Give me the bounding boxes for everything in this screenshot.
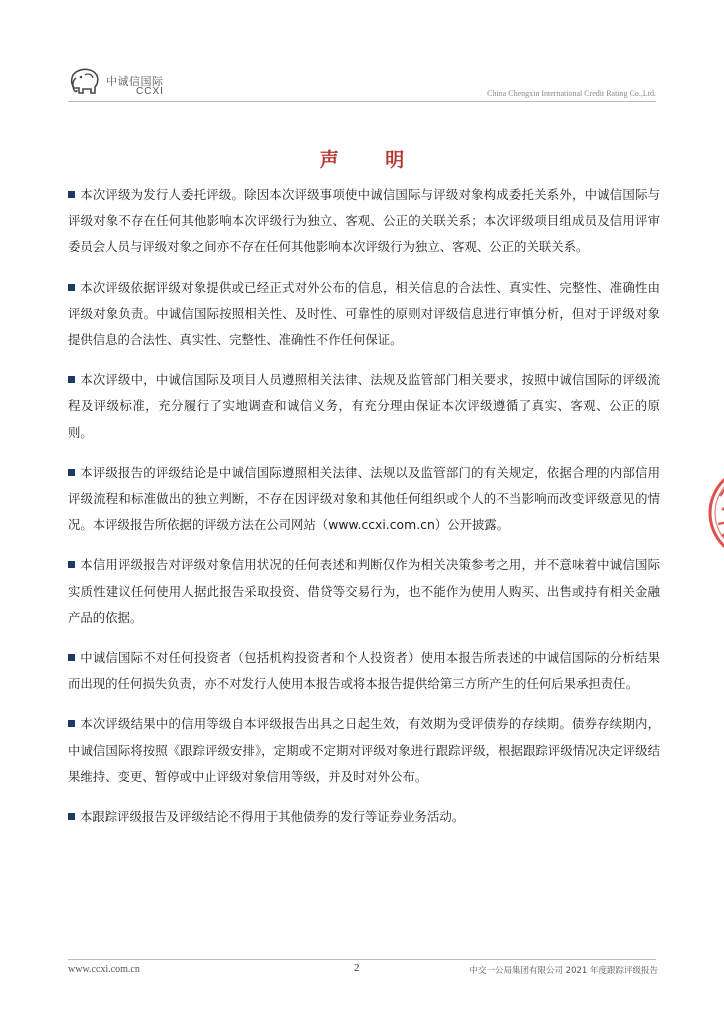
paragraph-text: 本次评级中，中诚信国际及项目人员遵照相关法律、法规及监管部门相关要求，按照中诚信国际的评级流程及评级标准，充分履行了实地调查和诚信义务，有充分理由保证本次评级遵循了真实、客观、公正的原则。 bbox=[68, 372, 660, 440]
company-seal-stamp bbox=[706, 458, 724, 568]
page-header bbox=[68, 66, 656, 102]
paragraph-text: 本次评级为发行人委托评级。除因本次评级事项使中诚信国际与评级对象构成委托关系外，中诚信国际与评级对象不存在任何其他影响本次评级行为独立、客观、公正的关联关系；本次评级项目组成员及信用评审委员会人员与评级对象之间亦不存在任何其他影响本次评级行为独立、客观、公正的关联关系。 bbox=[68, 187, 660, 255]
paragraph-text: 本跟踪评级报告及评级结论不得用于其他债券的发行等证券业务活动。 bbox=[80, 809, 465, 825]
declaration-paragraph bbox=[68, 711, 660, 790]
footer-divider bbox=[68, 959, 656, 960]
page-title: 声 明 bbox=[319, 149, 425, 171]
company-english-name: China Chengxin International Credit Rating Co.,Ltd. bbox=[487, 89, 656, 98]
declaration-body bbox=[68, 182, 660, 844]
square-bullet-icon bbox=[68, 284, 75, 291]
paragraph-text: 中诚信国际不对任何投资者（包括机构投资者和个人投资者）使用本报告所表述的中诚信国际的分析结果而出现的任何损失负责，亦不对发行人使用本报告或将本报告提供给第三方所产生的任何后果承担责任。 bbox=[68, 650, 660, 692]
paragraph-text: 本评级报告的评级结论是中诚信国际遵照相关法律、法规以及监管部门的有关规定，依据合理的内部信用评级流程和标准做出的独立判断，不存在因评级对象和其他任何组织或个人的不当影响而改变评级意见的情况。本评级报告所依据的评级方法在公司网站（www.ccxi.com.cn）公开披露。 bbox=[68, 464, 660, 533]
paragraph-text: 本次评级结果中的信用等级自本评级报告出具之日起生效，有效期为受评债券的存续期。债券存续期内，中诚信国际将按照《跟踪评级安排》，定期或不定期对评级对象进行跟踪评级，根据跟踪评级情况决定评级结果维持、变更、暂停或中止评级对象信用等级，并及时对外公布。 bbox=[68, 716, 660, 784]
header-divider bbox=[68, 101, 656, 102]
page-number: 2 bbox=[354, 962, 360, 974]
square-bullet-icon bbox=[68, 376, 75, 383]
square-bullet-icon bbox=[68, 191, 75, 198]
square-bullet-icon bbox=[68, 813, 75, 820]
declaration-paragraph bbox=[68, 367, 660, 446]
square-bullet-icon bbox=[68, 654, 75, 661]
declaration-paragraph bbox=[68, 645, 660, 697]
footer-website: www.ccxi.com.cn bbox=[68, 964, 140, 975]
seal-icon bbox=[706, 458, 724, 568]
elephant-logo-icon bbox=[68, 66, 104, 98]
footer-report-title: 中交一公局集团有限公司 2021 年度跟踪评级报告 bbox=[469, 966, 658, 976]
square-bullet-icon bbox=[68, 561, 75, 568]
paragraph-text: 本信用评级报告对评级对象信用状况的任何表述和判断仅作为相关决策参考之用，并不意味着中诚信国际实质性建议任何使用人据此报告采取投资、借贷等交易行为，也不能作为使用人购买、出售或持有相关金融产品的依据。 bbox=[68, 557, 660, 625]
square-bullet-icon bbox=[68, 469, 75, 476]
declaration-paragraph bbox=[68, 460, 660, 539]
declaration-paragraph bbox=[68, 552, 660, 631]
square-bullet-icon bbox=[68, 720, 75, 727]
declaration-paragraph bbox=[68, 804, 660, 830]
logo-english-name: CCXI bbox=[136, 86, 164, 97]
paragraph-text: 本次评级依据评级对象提供或已经正式对外公布的信息，相关信息的合法性、真实性、完整性、准确性由评级对象负责。中诚信国际按照相关性、及时性、可靠性的原则对评级信息进行审慎分析，但对于评级对象提供信息的合法性、真实性、完整性、准确性不作任何保证。 bbox=[68, 279, 660, 348]
declaration-paragraph bbox=[68, 275, 660, 354]
declaration-paragraph bbox=[68, 182, 660, 261]
ccxi-logo bbox=[68, 66, 178, 102]
logo-chinese-name: 中诚信国际 bbox=[106, 75, 164, 88]
